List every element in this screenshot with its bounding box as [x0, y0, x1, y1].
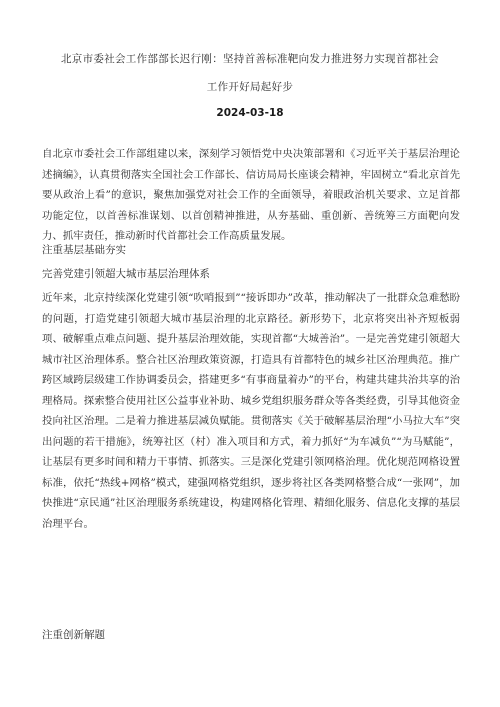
- article-date: 2024-03-18: [216, 107, 284, 119]
- article-title-line-1: 北京市委社会工作部部长迟行刚：坚持首善标准靶向发力推进努力实现首都社会: [61, 53, 439, 65]
- section-heading-innovation: 注重创新解题: [42, 629, 105, 641]
- section-body-paragraph: 近年来，北京持续深化党建引领“吹哨报到”“接诉即办”改革，推动解决了一批群众急难愁盼的问题，打造党建引领超大城市基层治理的北京路径。新形势下，北京将突出补齐短板弱项、破解重点难点问题、提升基层治理效能，实现首都“大城善治”。一是完善党建引领超大城市社区治理体系。整合社区治理政策资源，打造具有首都特色的城乡社区治理典范。推广跨区域跨层级建工作协调委员会，搭建更多“有事商量着办”的平台，构建共建共治共享的治理格局。探索整合使用社区公益事业补助、城乡党组织服务群众等各类经费，引导其他资金投向社区治理。二是着力推进基层减负赋能。贯彻落实《关于破解基层治理“小马拉大车”突出问题的若干措施》，统筹社区（村）准入项目和方式，着力抓好“为车减负”“为马赋能”，让基层有更多时间和精力干事情、抓落实。三是深化党建引领网格治理。优化规范网格设置标准，依托“热线+网格”模式，建强网格党组织，逐步将社区各类网格整合成“一张网”，加快推进“京民通”社区治理服务系统建设，构建网格化管理、精细化服务、信息化支撑的基层治理平台。: [42, 292, 460, 530]
- section-heading-foundation: 注重基层基础夯实: [42, 244, 126, 256]
- article-title-line-2: 工作开好局起好步: [206, 81, 294, 93]
- section-subheading-governance-system: 完善党建引领超大城市基层治理体系: [42, 268, 210, 280]
- intro-paragraph: 自北京市委社会工作部组建以来，深刻学习领悟党中央决策部署和《习近平关于基层治理论述摘编》，认真贯彻落实全国社会工作部长、信访局局长座谈会精神，牢固树立“看北京首先要从政治上看”的意识，聚焦加强党对社会工作的全面领导，着眼政治机关要求、立足首都功能定位，以首善标准谋划、以首创精神推进，从夯基础、重创新、善统筹三方面靶向发力、抓牢责任，推动新时代首都社会工作高质量发展。: [42, 148, 460, 242]
